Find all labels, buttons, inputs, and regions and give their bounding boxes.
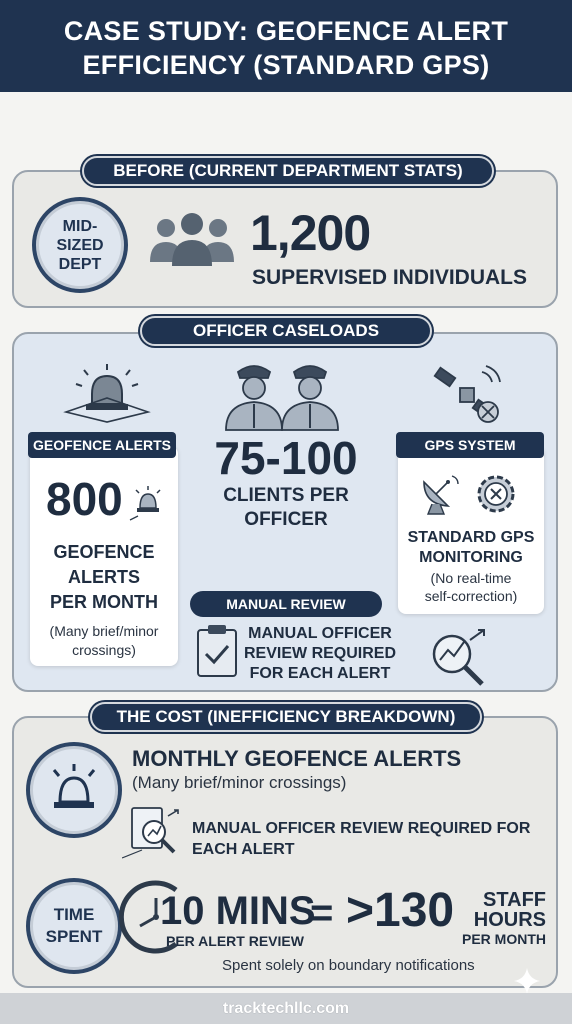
staff-hours-value: >130: [346, 884, 455, 937]
gear-error-icon: [474, 472, 518, 516]
minutes-label: PER ALERT REVIEW: [166, 933, 304, 949]
supervised-label: SUPERVISED INDIVIDUALS: [252, 266, 527, 289]
before-heading: BEFORE (CURRENT DEPARTMENT STATS): [82, 156, 494, 186]
minutes-value: 10 MINS: [160, 889, 316, 933]
footer-url[interactable]: tracktechllc.com: [0, 993, 572, 1024]
manual-desc-line: FOR EACH ALERT: [249, 665, 391, 682]
supervised-count: 1,200: [250, 205, 371, 261]
staff-hours-line: HOURS: [473, 909, 546, 931]
manual-review-tag: MANUAL REVIEW: [190, 591, 382, 617]
badge-line: MID-: [62, 217, 98, 235]
satellite-icon: [430, 360, 504, 428]
review-requirement-line: MANUAL OFFICER REVIEW REQUIRED FOR: [192, 820, 531, 837]
badge-line: DEPT: [58, 255, 102, 273]
manual-desc-line: REVIEW REQUIRED: [244, 645, 397, 662]
geofence-desc-line: GEOFENCE: [53, 542, 155, 562]
manual-review-description: [244, 624, 396, 684]
page-header: [0, 0, 572, 92]
gps-system-note: [398, 569, 544, 605]
geofence-desc-line: ALERTS: [68, 567, 140, 587]
alarm-light-icon: [62, 362, 152, 424]
document-magnifier-icon: [122, 806, 186, 860]
badge-line: SIZED: [56, 236, 104, 254]
staff-hours-label: [462, 890, 546, 948]
page-title-line-1: CASE STUDY: GEOFENCE ALERT: [63, 16, 509, 46]
gps-note-line: (No real-time: [430, 570, 512, 586]
manual-review-requirement: [192, 818, 530, 860]
staff-hours-line: PER MONTH: [462, 931, 546, 947]
police-officers-icon: [218, 358, 348, 432]
clipboard-check-icon: [194, 622, 240, 680]
clients-label-line: OFFICER: [244, 509, 328, 530]
alert-light-badge: [26, 742, 122, 838]
equals-sign: =: [310, 891, 334, 935]
geofence-desc-line: PER MONTH: [50, 592, 158, 612]
clients-per-officer-label: [186, 484, 386, 532]
geofence-alerts-note: [30, 622, 178, 660]
gps-system-tag: GPS SYSTEM: [396, 432, 544, 458]
manual-desc-line: MANUAL OFFICER: [248, 625, 392, 642]
staff-hours-line: STAFF: [483, 889, 546, 911]
gps-note-line: self-correction): [424, 588, 518, 604]
satellite-dish-icon: [418, 470, 464, 516]
clients-label-line: CLIENTS PER: [223, 485, 349, 506]
geofence-alerts-value: 800: [46, 473, 123, 525]
people-group-icon: [144, 210, 240, 272]
alarm-light-icon: [44, 762, 104, 818]
time-spent-line: SPENT: [45, 927, 103, 946]
geofence-note-line: crossings): [72, 642, 136, 658]
gps-system-description: [398, 528, 544, 568]
alarm-small-icon: [128, 484, 168, 524]
geofence-alerts-tag: GEOFENCE ALERTS: [28, 432, 176, 458]
magnifier-trend-icon: [424, 626, 492, 688]
spent-note: Spent solely on boundary notifications: [222, 957, 475, 974]
sparkle-icon: [512, 966, 542, 996]
gps-desc-line: MONITORING: [419, 549, 523, 566]
mid-sized-dept-badge: [32, 197, 128, 293]
clients-per-officer-value: 75-100: [214, 432, 358, 484]
gps-desc-line: STANDARD GPS: [407, 529, 535, 546]
geofence-alerts-description: [30, 540, 178, 615]
time-spent-line: TIME: [53, 905, 95, 924]
monthly-alerts-note: (Many brief/minor crossings): [132, 773, 347, 792]
page-title-line-2: EFFICIENCY (STANDARD GPS): [82, 50, 490, 80]
monthly-alerts-title: MONTHLY GEOFENCE ALERTS: [132, 746, 462, 771]
geofence-note-line: (Many brief/minor: [49, 623, 159, 639]
time-spent-badge: [26, 878, 122, 974]
cost-heading: THE COST (INEFFICIENCY BREAKDOWN): [90, 702, 482, 732]
review-requirement-line: EACH ALERT: [192, 841, 295, 858]
caseloads-heading: OFFICER CASELOADS: [140, 316, 432, 346]
